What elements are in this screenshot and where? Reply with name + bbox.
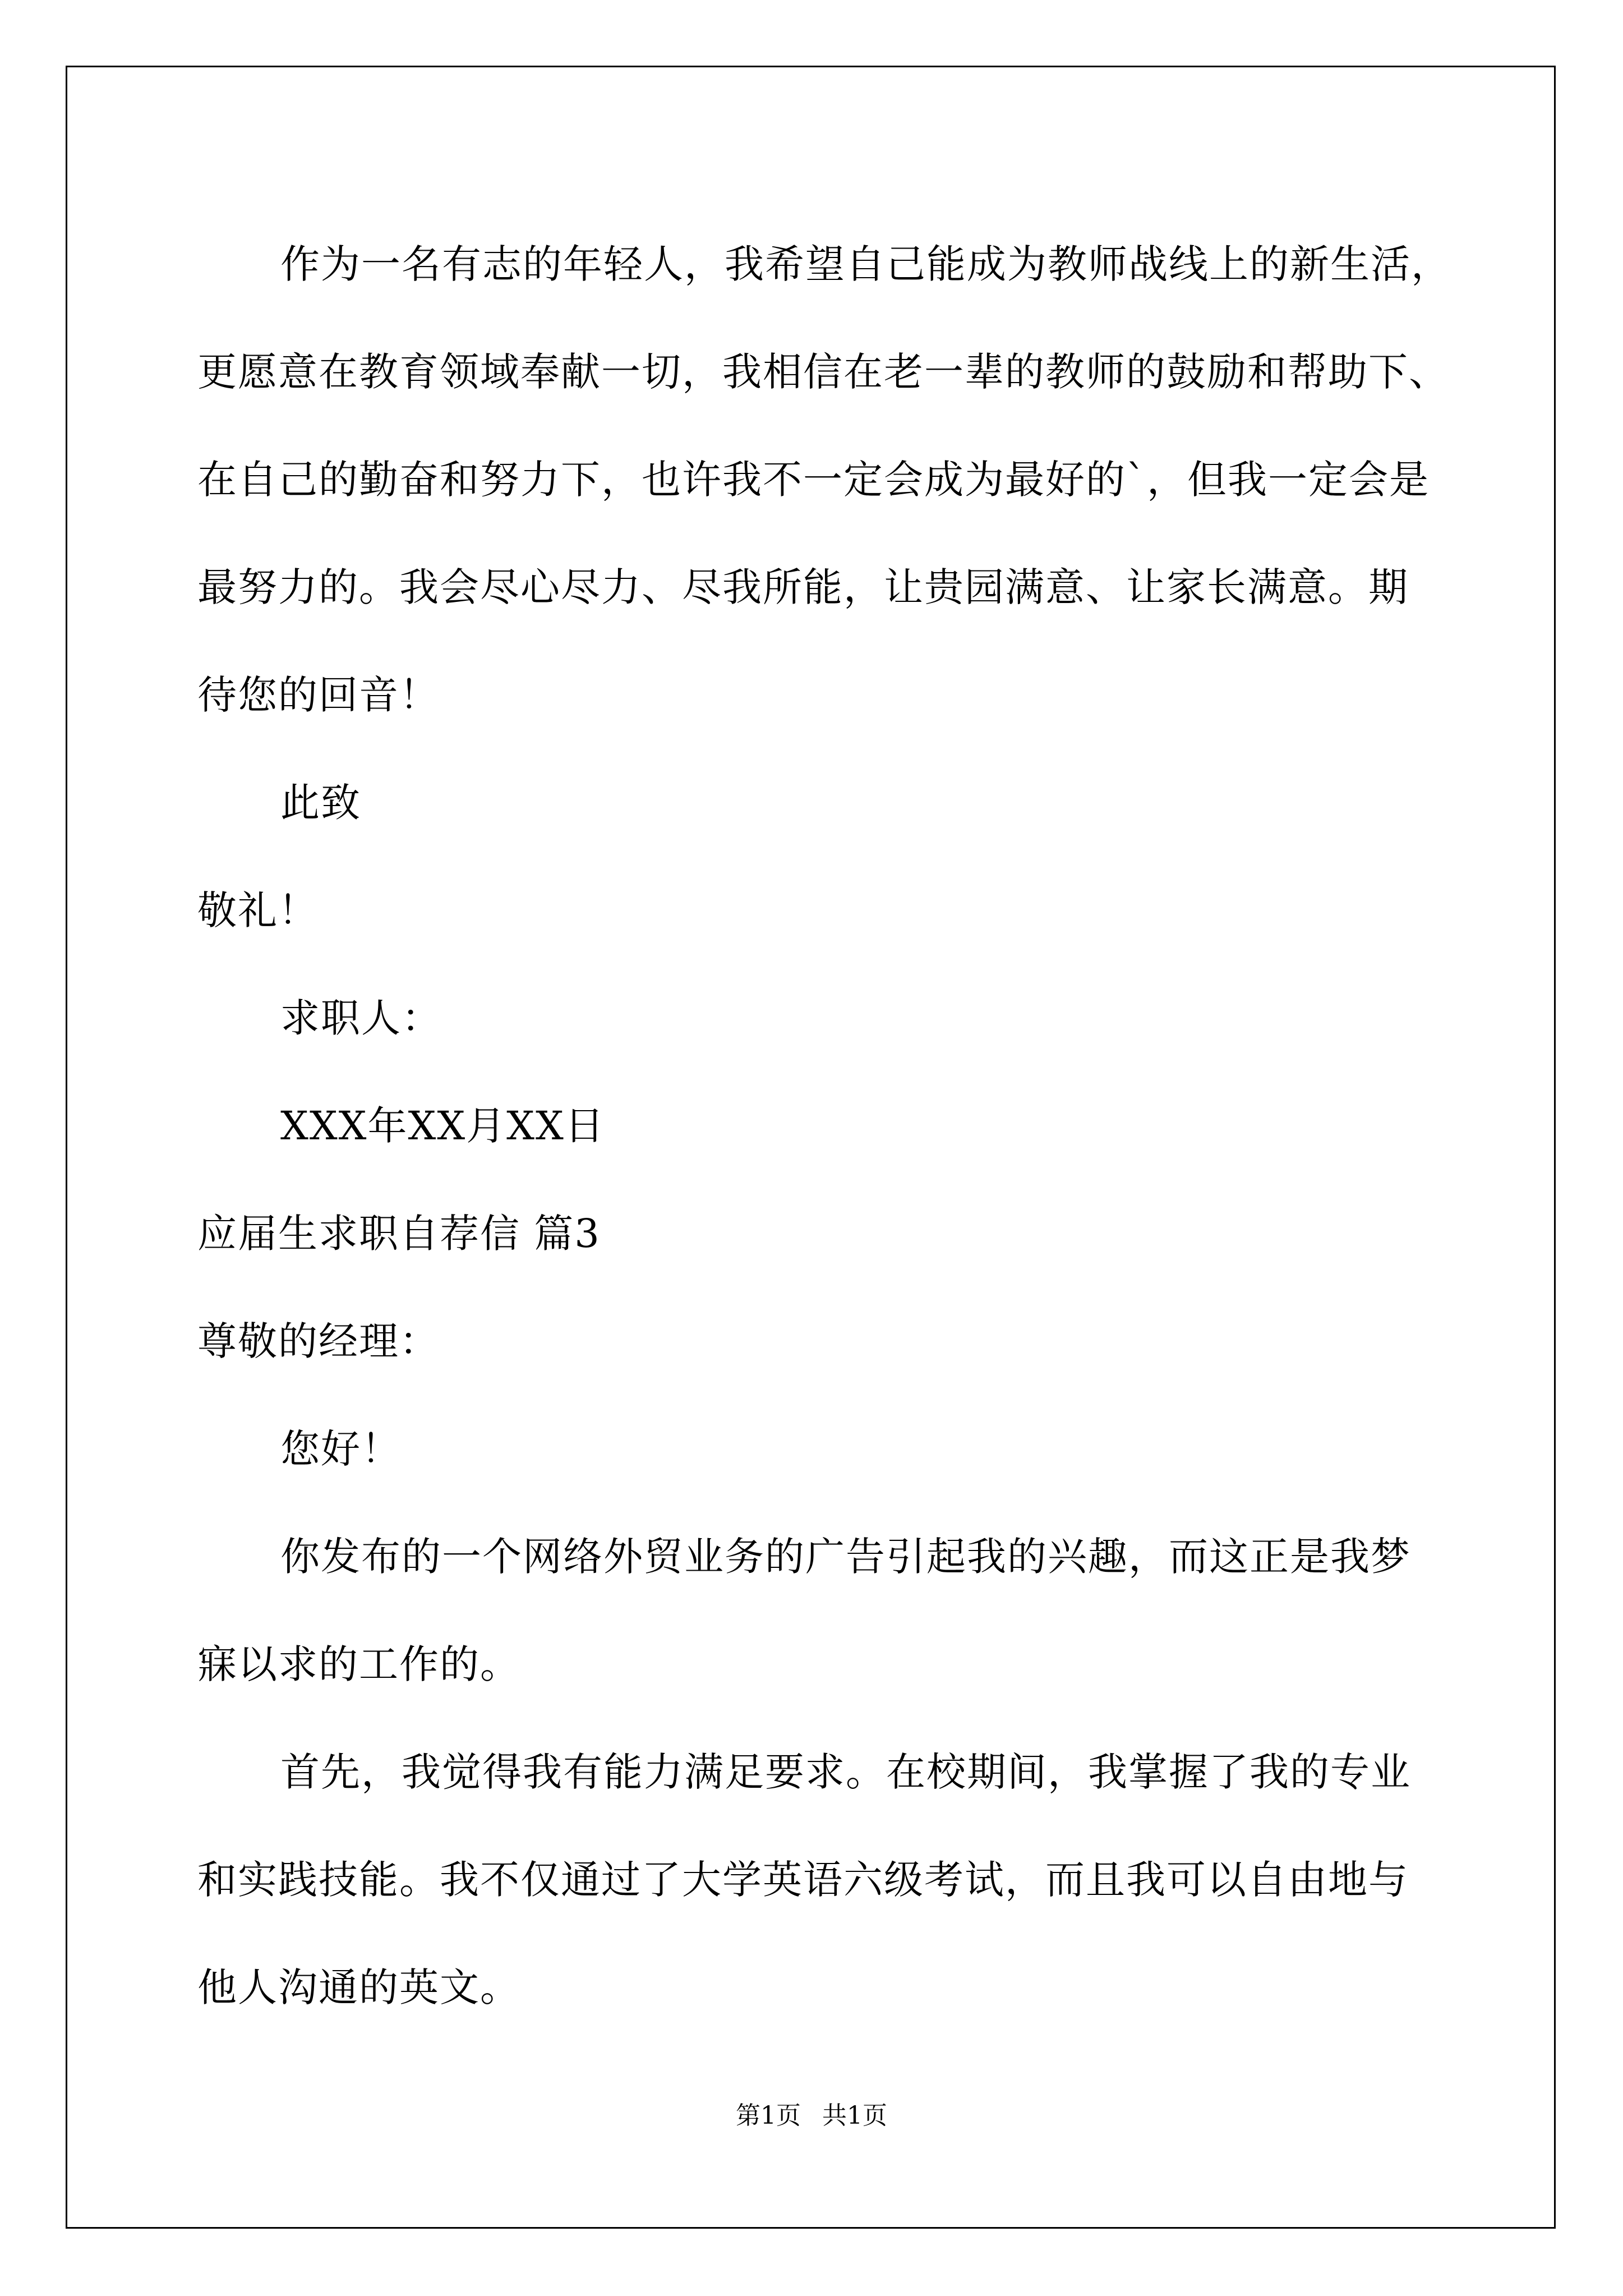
section-heading: 应届生求职自荐信 篇3 <box>197 1211 601 1257</box>
page-number-total: 共1页 <box>822 2101 887 2130</box>
paragraph-line: 作为一名有志的年轻人，我希望自己能成为教师战线上的新生活， <box>280 241 1451 287</box>
paragraph-line: 更愿意在教育领域奉献一切，我相信在老一辈的教师的鼓励和帮助下、 <box>197 349 1449 395</box>
signature-date: XXX年XX月XX日 <box>280 1103 605 1149</box>
closing-salutation: 此致 <box>280 780 361 826</box>
paragraph-line: 首先，我觉得我有能力满足要求。在校期间，我掌握了我的专业 <box>280 1749 1411 1795</box>
paragraph-line: 最努力的。我会尽心尽力、尽我所能，让贵园满意、让家长满意。期 <box>197 564 1409 610</box>
letter-hello: 您好！ <box>280 1426 402 1472</box>
page-footer <box>0 2095 1623 2131</box>
paragraph-line: 寐以求的工作的。 <box>197 1641 520 1687</box>
signature-label: 求职人： <box>280 995 442 1041</box>
closing-regards: 敬礼！ <box>197 887 319 933</box>
paragraph-line: 他人沟通的英文。 <box>197 1964 520 2010</box>
paragraph-line: 你发布的一个网络外贸业务的广告引起我的兴趣，而这正是我梦 <box>280 1534 1411 1580</box>
document-body <box>197 210 1451 2041</box>
paragraph-line: 和实践技能。我不仅通过了大学英语六级考试，而且我可以自由地与 <box>197 1857 1409 1903</box>
page-number-current: 第1页 <box>736 2101 801 2130</box>
paragraph-line: 待您的回音！ <box>197 672 440 718</box>
paragraph-line: 在自己的勤奋和努力下，也许我不一定会成为最好的`，但我一定会是 <box>197 457 1430 503</box>
letter-greeting: 尊敬的经理： <box>197 1318 440 1364</box>
